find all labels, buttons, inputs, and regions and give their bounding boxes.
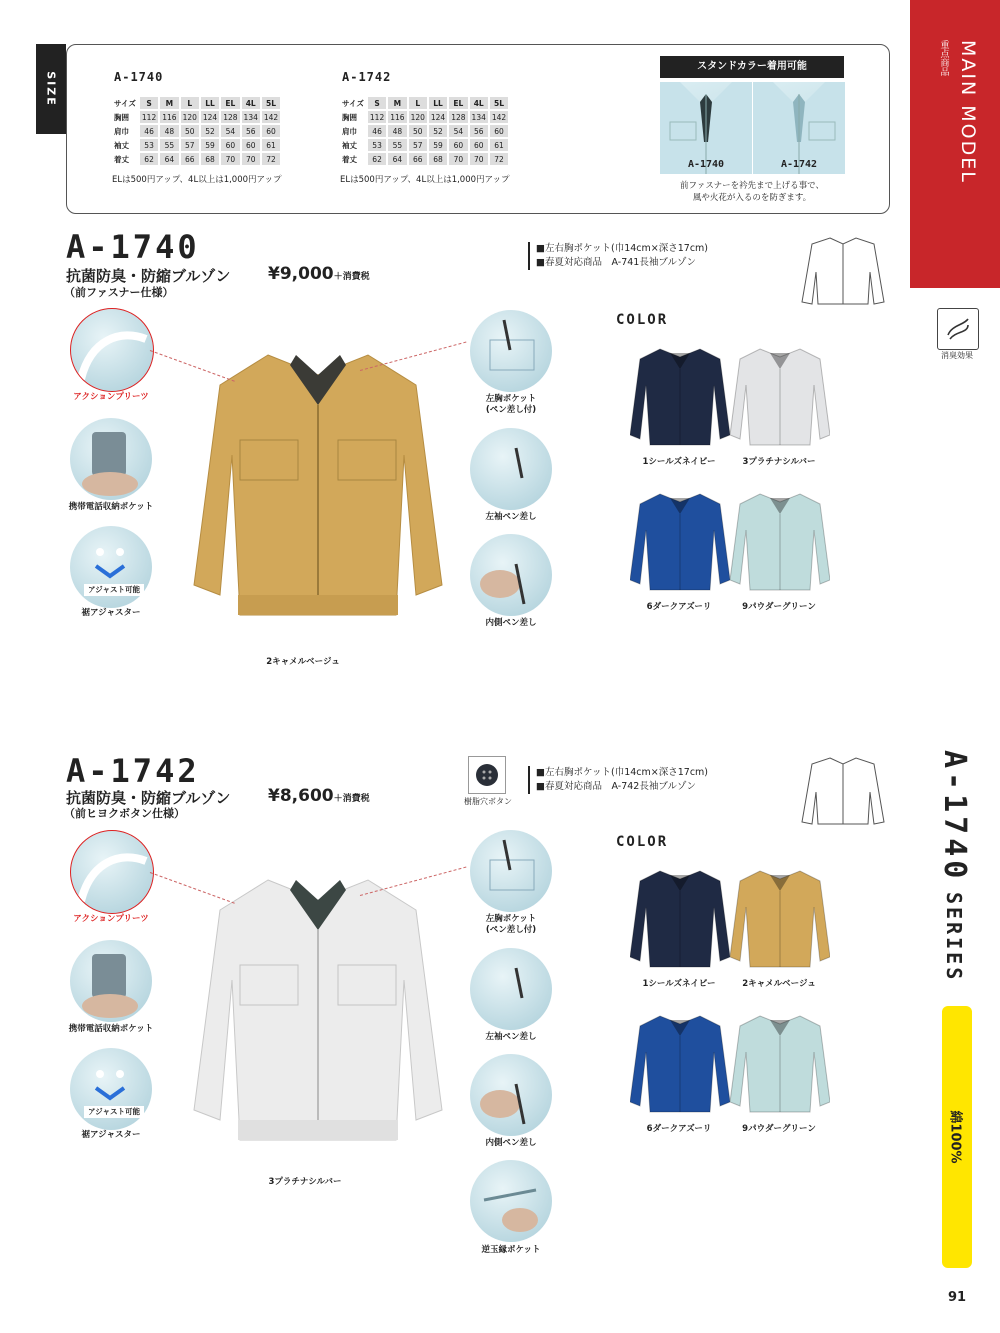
detail-caption: 左胸ポケット (ペン差し付) bbox=[485, 394, 537, 415]
size-row-header: 袖丈 bbox=[342, 140, 357, 150]
detail-caption: 左袖ペン差し bbox=[485, 1032, 537, 1042]
size-header-cell: M bbox=[388, 97, 406, 109]
color-swatch bbox=[630, 490, 730, 594]
size-cell: 53 bbox=[140, 139, 158, 151]
detail-photo-inner-pen bbox=[470, 1054, 552, 1136]
size-cell: 60 bbox=[470, 139, 488, 151]
size-model-code: A-1740 bbox=[114, 70, 164, 84]
main-jacket-photo bbox=[190, 345, 446, 635]
size-row bbox=[114, 153, 280, 165]
detail-photo-chest-pocket bbox=[470, 310, 552, 392]
color-swatch bbox=[730, 867, 830, 971]
product-code: A-1742 bbox=[66, 752, 200, 790]
size-cell: 60 bbox=[262, 125, 280, 137]
stand-collar-photo bbox=[753, 82, 845, 174]
color-swatch bbox=[630, 867, 730, 971]
feature-item: ■春夏対応商品 A-741長袖ブルゾン bbox=[536, 257, 696, 268]
size-cell: 59 bbox=[429, 139, 447, 151]
detail-caption: 裾アジャスター bbox=[81, 1130, 141, 1140]
detail-photo-chest-pocket bbox=[470, 830, 552, 912]
size-cell: 62 bbox=[140, 153, 158, 165]
color-label: 6ダークアズーリ bbox=[646, 1124, 712, 1134]
size-cell: 72 bbox=[490, 153, 508, 165]
detail-photo-sleeve-pen bbox=[470, 428, 552, 510]
size-cell: 60 bbox=[449, 139, 467, 151]
size-row-header: 肩巾 bbox=[114, 126, 129, 136]
adjust-badge: アジャスト可能 bbox=[84, 1106, 144, 1118]
detail-caption: 携帯電話収納ポケット bbox=[68, 1024, 154, 1034]
resin-button-icon bbox=[468, 756, 506, 794]
size-header-cell: EL bbox=[449, 97, 467, 109]
size-cell: 50 bbox=[181, 125, 199, 137]
size-cell: 112 bbox=[369, 112, 385, 122]
color-heading: COLOR bbox=[616, 312, 669, 328]
size-cell: 53 bbox=[368, 139, 386, 151]
feature-item: ■左右胸ポケット(巾14cm×深さ17cm) bbox=[536, 243, 709, 254]
product-features bbox=[528, 766, 708, 794]
size-cell: 112 bbox=[141, 112, 157, 122]
size-row bbox=[114, 139, 280, 151]
product-subtitle: （前ヒヨクボタン仕様） bbox=[64, 807, 185, 820]
size-cell: 116 bbox=[162, 112, 177, 122]
detail-photo-phone-pocket bbox=[70, 418, 152, 500]
size-header-cell: 5L bbox=[262, 97, 280, 109]
color-label: 6ダークアズーリ bbox=[646, 602, 712, 612]
size-cell: 134 bbox=[471, 112, 486, 122]
size-cell: 48 bbox=[160, 125, 178, 137]
size-header-cell: L bbox=[181, 97, 199, 109]
size-table bbox=[112, 95, 282, 167]
product-name: 抗菌防臭・防縮ブルゾン bbox=[66, 789, 231, 807]
color-swatch bbox=[730, 1012, 830, 1116]
size-cell: 61 bbox=[490, 139, 508, 151]
size-row-header: 着丈 bbox=[114, 154, 129, 164]
size-tab: SIZE bbox=[36, 44, 66, 134]
product-code: A-1740 bbox=[66, 228, 200, 266]
main-model-subtitle: 重点商品 bbox=[938, 40, 949, 76]
stand-collar-photo bbox=[660, 82, 752, 174]
main-jacket-photo bbox=[190, 870, 446, 1160]
deodorant-icon bbox=[937, 308, 979, 350]
stand-collar-title: スタンドカラー着用可能 bbox=[660, 56, 844, 78]
size-note: ELは500円アップ、4L以上は1,000円アップ bbox=[112, 175, 282, 185]
size-cell: 68 bbox=[429, 153, 447, 165]
size-cell: 70 bbox=[221, 153, 239, 165]
size-table bbox=[340, 95, 510, 167]
size-cell: 70 bbox=[242, 153, 260, 165]
main-model-band bbox=[910, 0, 1000, 288]
price-value: ¥8,600 bbox=[268, 786, 334, 806]
main-color-label: 3プラチナシルバー bbox=[268, 1177, 342, 1187]
detail-caption: アクションプリーツ bbox=[73, 392, 149, 402]
size-row bbox=[114, 111, 280, 123]
product-features bbox=[528, 242, 708, 270]
stand-collar-label: A-1740 bbox=[687, 159, 725, 170]
color-label: 1シールズネイビー bbox=[642, 457, 716, 467]
detail-caption: 携帯電話収納ポケット bbox=[68, 502, 154, 512]
size-cell: 124 bbox=[202, 112, 218, 122]
series-code: A-1740 bbox=[937, 750, 972, 883]
size-cell: 70 bbox=[449, 153, 467, 165]
size-header-cell: S bbox=[140, 97, 158, 109]
size-cell: 142 bbox=[491, 112, 507, 122]
size-cell: 55 bbox=[388, 139, 406, 151]
caption-line: 前ファスナーを衿先まで上げる事で、 bbox=[680, 181, 824, 191]
color-heading: COLOR bbox=[616, 834, 669, 850]
size-header-cell: 4L bbox=[470, 97, 488, 109]
detail-caption: 左胸ポケット (ペン差し付) bbox=[485, 914, 537, 935]
size-cell: 55 bbox=[160, 139, 178, 151]
detail-caption: アクションプリーツ bbox=[73, 914, 149, 924]
size-cell: 48 bbox=[388, 125, 406, 137]
color-label: 2キャメルベージュ bbox=[742, 979, 816, 989]
size-cell: 120 bbox=[410, 112, 425, 122]
deodorant-label: 消臭効果 bbox=[941, 351, 973, 360]
jacket-line-drawing bbox=[800, 232, 886, 308]
size-cell: 116 bbox=[390, 112, 405, 122]
product-name: 抗菌防臭・防縮ブルゾン bbox=[66, 267, 231, 285]
jacket-line-drawing bbox=[800, 752, 886, 828]
size-header-cell: 4L bbox=[242, 97, 260, 109]
size-row-header: 肩巾 bbox=[342, 126, 357, 136]
size-cell: 64 bbox=[388, 153, 406, 165]
size-cell: 60 bbox=[242, 139, 260, 151]
size-cell: 56 bbox=[470, 125, 488, 137]
size-row bbox=[342, 139, 508, 151]
adjust-badge: アジャスト可能 bbox=[84, 584, 144, 596]
size-cell: 124 bbox=[430, 112, 446, 122]
size-row-header: サイズ bbox=[114, 98, 136, 108]
size-header-cell: LL bbox=[201, 97, 219, 109]
size-header-cell: L bbox=[409, 97, 427, 109]
size-row-header: 胸囲 bbox=[342, 112, 357, 122]
detail-caption: 内側ペン差し bbox=[485, 1138, 537, 1148]
size-cell: 52 bbox=[429, 125, 447, 137]
size-cell: 57 bbox=[181, 139, 199, 151]
size-row bbox=[342, 111, 508, 123]
size-cell: 142 bbox=[263, 112, 279, 122]
detail-photo-sleeve-pen bbox=[470, 948, 552, 1030]
size-cell: 50 bbox=[409, 125, 427, 137]
page-number: 91 bbox=[948, 1290, 967, 1305]
stand-collar-caption bbox=[660, 180, 844, 204]
color-swatch bbox=[630, 345, 730, 449]
detail-caption: 内側ペン差し bbox=[485, 618, 537, 628]
size-header-cell: M bbox=[160, 97, 178, 109]
price-tax: ＋消費税 bbox=[333, 272, 370, 282]
size-cell: 54 bbox=[449, 125, 467, 137]
material-band bbox=[942, 1006, 972, 1268]
color-label: 1シールズネイビー bbox=[642, 979, 716, 989]
size-cell: 68 bbox=[201, 153, 219, 165]
size-cell: 120 bbox=[182, 112, 197, 122]
detail-photo-action-pleats bbox=[70, 308, 154, 392]
size-cell: 60 bbox=[490, 125, 508, 137]
product-subtitle: （前ファスナー仕様） bbox=[64, 286, 174, 299]
size-model-code: A-1742 bbox=[342, 70, 392, 84]
price-tax: ＋消費税 bbox=[333, 794, 370, 804]
size-cell: 128 bbox=[451, 112, 466, 122]
size-cell: 62 bbox=[368, 153, 386, 165]
size-note: ELは500円アップ、4L以上は1,000円アップ bbox=[340, 175, 510, 185]
material-label: 綿100% bbox=[947, 1110, 963, 1164]
detail-photo-inner-pen bbox=[470, 534, 552, 616]
size-header-cell: S bbox=[368, 97, 386, 109]
size-row bbox=[114, 125, 280, 137]
main-color-label: 2キャメルベージュ bbox=[266, 657, 340, 667]
product-price bbox=[268, 786, 370, 806]
product-price bbox=[268, 264, 370, 284]
detail-caption: 逆玉縁ポケット bbox=[481, 1245, 541, 1255]
size-cell: 46 bbox=[368, 125, 386, 137]
detail-photo-action-pleats bbox=[70, 830, 154, 914]
series-title bbox=[935, 750, 985, 1000]
size-row-header: 胸囲 bbox=[114, 112, 129, 122]
size-header-cell: 5L bbox=[490, 97, 508, 109]
size-header-cell: LL bbox=[429, 97, 447, 109]
price-value: ¥9,000 bbox=[268, 264, 334, 284]
color-swatch bbox=[730, 345, 830, 449]
series-word: SERIES bbox=[942, 892, 966, 983]
size-cell: 60 bbox=[221, 139, 239, 151]
feature-item: ■左右胸ポケット(巾14cm×深さ17cm) bbox=[536, 767, 709, 778]
detail-photo-welt-pocket bbox=[470, 1160, 552, 1242]
detail-caption: 裾アジャスター bbox=[81, 608, 141, 618]
detail-photo-phone-pocket bbox=[70, 940, 152, 1022]
size-cell: 46 bbox=[140, 125, 158, 137]
size-row-header: 袖丈 bbox=[114, 140, 129, 150]
size-row bbox=[342, 125, 508, 137]
size-cell: 64 bbox=[160, 153, 178, 165]
size-cell: 66 bbox=[409, 153, 427, 165]
size-row-header: 着丈 bbox=[342, 154, 357, 164]
size-cell: 54 bbox=[221, 125, 239, 137]
color-swatch bbox=[730, 490, 830, 594]
feature-item: ■春夏対応商品 A-742長袖ブルゾン bbox=[536, 781, 696, 792]
size-cell: 56 bbox=[242, 125, 260, 137]
button-badge: 樹脂穴ボタン bbox=[464, 797, 512, 806]
size-cell: 57 bbox=[409, 139, 427, 151]
size-row-header: サイズ bbox=[342, 98, 364, 108]
size-cell: 59 bbox=[201, 139, 219, 151]
size-cell: 128 bbox=[223, 112, 238, 122]
size-cell: 134 bbox=[243, 112, 258, 122]
size-row bbox=[342, 153, 508, 165]
size-cell: 66 bbox=[181, 153, 199, 165]
color-swatch bbox=[630, 1012, 730, 1116]
detail-caption: 左袖ペン差し bbox=[485, 512, 537, 522]
size-cell: 52 bbox=[201, 125, 219, 137]
main-model-title: MAIN MODEL bbox=[957, 40, 979, 184]
color-label: 9パウダーグリーン bbox=[742, 1124, 816, 1134]
size-header-cell: EL bbox=[221, 97, 239, 109]
size-cell: 72 bbox=[262, 153, 280, 165]
size-cell: 70 bbox=[470, 153, 488, 165]
caption-line: 風や火花が入るのを防ぎます。 bbox=[692, 193, 812, 203]
stand-collar-label: A-1742 bbox=[780, 159, 818, 170]
color-label: 9パウダーグリーン bbox=[742, 602, 816, 612]
size-cell: 61 bbox=[262, 139, 280, 151]
color-label: 3プラチナシルバー bbox=[742, 457, 816, 467]
